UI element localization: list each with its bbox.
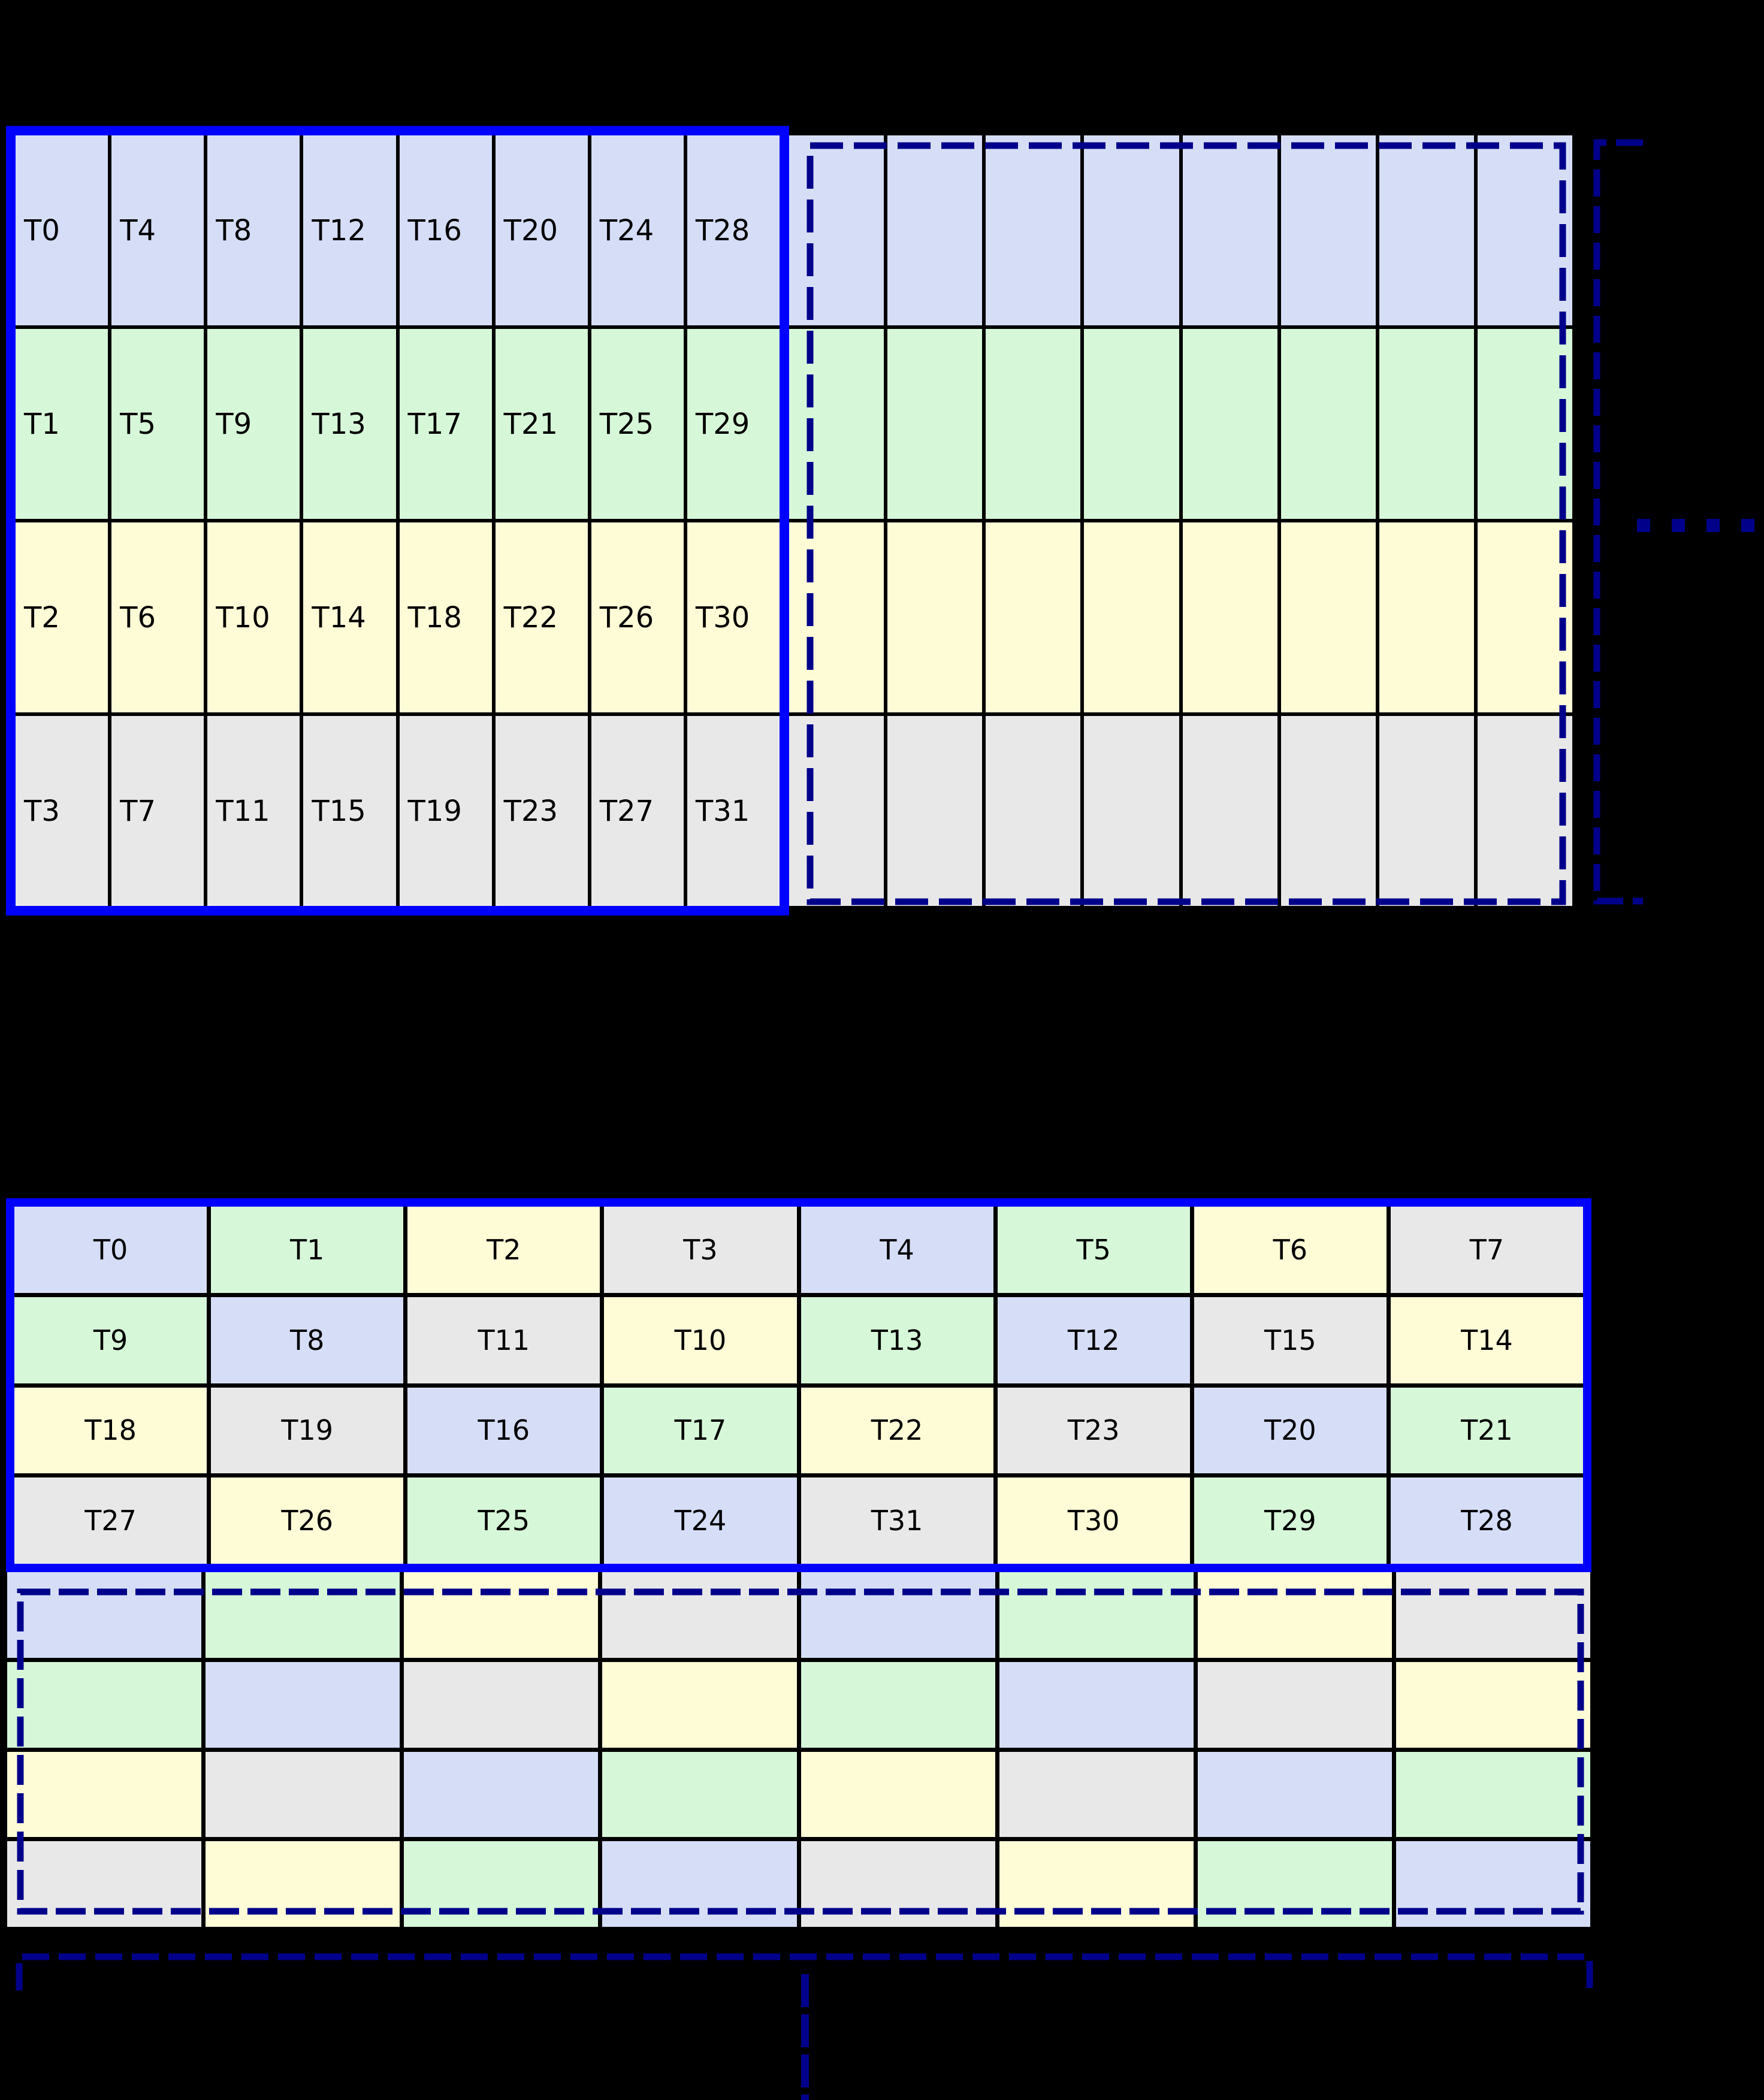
block-ghost-cell [7, 1662, 201, 1748]
block-thread-cell: T30 [998, 1477, 1190, 1564]
block-thread-cell: T1 [211, 1207, 403, 1293]
warp-thread-cell: T26 [591, 522, 684, 712]
warp-ghost-cell [986, 522, 1080, 712]
warp-thread-cell: T11 [207, 716, 300, 906]
warp-ghost-cell [1281, 329, 1376, 519]
warp-ghost-cell [789, 522, 884, 712]
block-ghost-cell [1396, 1662, 1590, 1748]
warp-ghost-cell [1084, 716, 1179, 906]
warp-thread-cell: T2 [16, 522, 108, 712]
warp-ghost-cell [789, 135, 884, 325]
block-thread-cell: T24 [604, 1477, 796, 1564]
warp-thread-cell: T21 [496, 329, 588, 519]
warp-ghost-cell [1084, 522, 1179, 712]
warp-thread-cell: T20 [496, 135, 588, 325]
warp-ghost-cell [887, 329, 982, 519]
block-thread-cell: T6 [1194, 1207, 1387, 1293]
block-thread-cell: T3 [604, 1207, 796, 1293]
block-ghost-cell [1396, 1752, 1590, 1838]
warp-thread-cell: T0 [16, 135, 108, 325]
warp-thread-cell: T28 [687, 135, 780, 325]
block-ghost-cell [206, 1752, 400, 1838]
block-ghost-cell [206, 1662, 400, 1748]
block-thread-cell: T20 [1194, 1388, 1387, 1474]
warp-ghost-cell [1183, 329, 1277, 519]
block-ghost-cell [7, 1572, 201, 1658]
block-ghost-cell [602, 1572, 796, 1658]
warp-thread-cell: T12 [303, 135, 395, 325]
block-thread-cell: T26 [211, 1477, 403, 1564]
warp-thread-cell: T25 [591, 329, 684, 519]
warp-thread-cell: T1 [16, 329, 108, 519]
block-ghost-cell [801, 1752, 995, 1838]
warp-ghost-cell [887, 135, 982, 325]
block-thread-cell: T8 [211, 1297, 403, 1383]
warp-ghost-cell [887, 522, 982, 712]
warp-ghost-cell [986, 716, 1080, 906]
warp-thread-cell: T27 [591, 716, 684, 906]
warp-thread-cell: T5 [111, 329, 204, 519]
warp-thread-cell: T24 [591, 135, 684, 325]
block-thread-cell: T10 [604, 1297, 796, 1383]
warp-ghost-cell [1478, 716, 1572, 906]
warp-ghost-cell [887, 716, 982, 906]
warp-ghost-cell [1478, 135, 1572, 325]
block-thread-cell: T13 [801, 1297, 993, 1383]
block-thread-cell: T12 [998, 1297, 1190, 1383]
block-thread-cell: T14 [1391, 1297, 1583, 1383]
block-thread-cell: T27 [14, 1477, 207, 1564]
block-ghost-cell [1396, 1572, 1590, 1658]
block-ghost-cell [404, 1752, 598, 1838]
warp-column-major-ghost-block [789, 135, 1572, 906]
warp-thread-cell: T3 [16, 716, 108, 906]
warp-thread-cell: T8 [207, 135, 300, 325]
block-thread-cell: T5 [998, 1207, 1190, 1293]
warp-thread-cell: T22 [496, 522, 588, 712]
warp-ghost-cell [1183, 522, 1277, 712]
warp-continuation-bracket [1597, 143, 1643, 901]
block-thread-cell: T0 [14, 1207, 207, 1293]
block-ghost-cell [404, 1662, 598, 1748]
warp-thread-cell: T6 [111, 522, 204, 712]
block-thread-cell: T4 [801, 1207, 993, 1293]
block-ghost-cell [1198, 1752, 1392, 1838]
block-ghost-cell [602, 1752, 796, 1838]
warp-thread-cell: T16 [400, 135, 492, 325]
block-ghost-cell [1198, 1662, 1392, 1748]
warp-ghost-cell [1281, 135, 1376, 325]
block-ghost-cell [1198, 1572, 1392, 1658]
warp-thread-cell: T29 [687, 329, 780, 519]
block-thread-cell: T15 [1194, 1297, 1387, 1383]
block-ghost-cell [206, 1841, 400, 1927]
warp-thread-cell: T10 [207, 522, 300, 712]
block-ghost-cell [801, 1572, 995, 1658]
warp-thread-cell: T7 [111, 716, 204, 906]
warp-thread-cell: T17 [400, 329, 492, 519]
warp-thread-cell: T15 [303, 716, 395, 906]
block-thread-cell: T23 [998, 1388, 1190, 1474]
warp-ghost-cell [1379, 522, 1474, 712]
warp-continuation-dots [1637, 519, 1754, 532]
warp-ghost-cell [1379, 716, 1474, 906]
block-continuation-dots [801, 1974, 809, 2100]
warp-ghost-cell [789, 716, 884, 906]
block-thread-cell: T9 [14, 1297, 207, 1383]
warp-ghost-cell [1183, 135, 1277, 325]
block-thread-cell: T25 [407, 1477, 600, 1564]
block-permuted-labeled-block [6, 1198, 1591, 1572]
block-ghost-cell [999, 1841, 1194, 1927]
block-ghost-cell [602, 1841, 796, 1927]
block-thread-cell: T19 [211, 1388, 403, 1474]
block-continuation-bracket [19, 1957, 1590, 1990]
block-ghost-cell [7, 1752, 201, 1838]
warp-ghost-cell [1084, 135, 1179, 325]
warp-ghost-cell [1478, 329, 1572, 519]
warp-column-major-labeled-block [6, 126, 789, 915]
block-thread-cell: T18 [14, 1388, 207, 1474]
block-ghost-cell [801, 1841, 995, 1927]
warp-ghost-cell [1281, 522, 1376, 712]
warp-thread-cell: T14 [303, 522, 395, 712]
warp-thread-cell: T31 [687, 716, 780, 906]
block-ghost-cell [1198, 1841, 1392, 1927]
block-thread-cell: T16 [407, 1388, 600, 1474]
warp-ghost-cell [789, 329, 884, 519]
warp-thread-cell: T19 [400, 716, 492, 906]
warp-thread-cell: T30 [687, 522, 780, 712]
warp-thread-cell: T13 [303, 329, 395, 519]
block-ghost-cell [999, 1572, 1194, 1658]
warp-ghost-cell [1183, 716, 1277, 906]
warp-ghost-cell [1379, 329, 1474, 519]
block-thread-cell: T7 [1391, 1207, 1583, 1293]
warp-ghost-cell [1281, 716, 1376, 906]
warp-ghost-cell [1084, 329, 1179, 519]
block-thread-cell: T17 [604, 1388, 796, 1474]
block-thread-cell: T31 [801, 1477, 993, 1564]
block-thread-cell: T22 [801, 1388, 993, 1474]
block-ghost-cell [7, 1841, 201, 1927]
warp-thread-cell: T23 [496, 716, 588, 906]
warp-ghost-cell [986, 329, 1080, 519]
block-ghost-cell [404, 1572, 598, 1658]
block-thread-cell: T2 [407, 1207, 600, 1293]
warp-ghost-cell [1379, 135, 1474, 325]
block-ghost-cell [1396, 1841, 1590, 1927]
block-ghost-cell [801, 1662, 995, 1748]
block-ghost-cell [999, 1752, 1194, 1838]
warp-ghost-cell [986, 135, 1080, 325]
block-thread-cell: T29 [1194, 1477, 1387, 1564]
block-ghost-cell [999, 1662, 1194, 1748]
block-thread-cell: T11 [407, 1297, 600, 1383]
block-ghost-cell [602, 1662, 796, 1748]
warp-thread-cell: T9 [207, 329, 300, 519]
warp-thread-cell: T18 [400, 522, 492, 712]
block-thread-cell: T28 [1391, 1477, 1583, 1564]
block-ghost-cell [404, 1841, 598, 1927]
block-ghost-cell [206, 1572, 400, 1658]
block-permuted-ghost-block [7, 1572, 1590, 1927]
block-thread-cell: T21 [1391, 1388, 1583, 1474]
warp-ghost-cell [1478, 522, 1572, 712]
warp-thread-cell: T4 [111, 135, 204, 325]
